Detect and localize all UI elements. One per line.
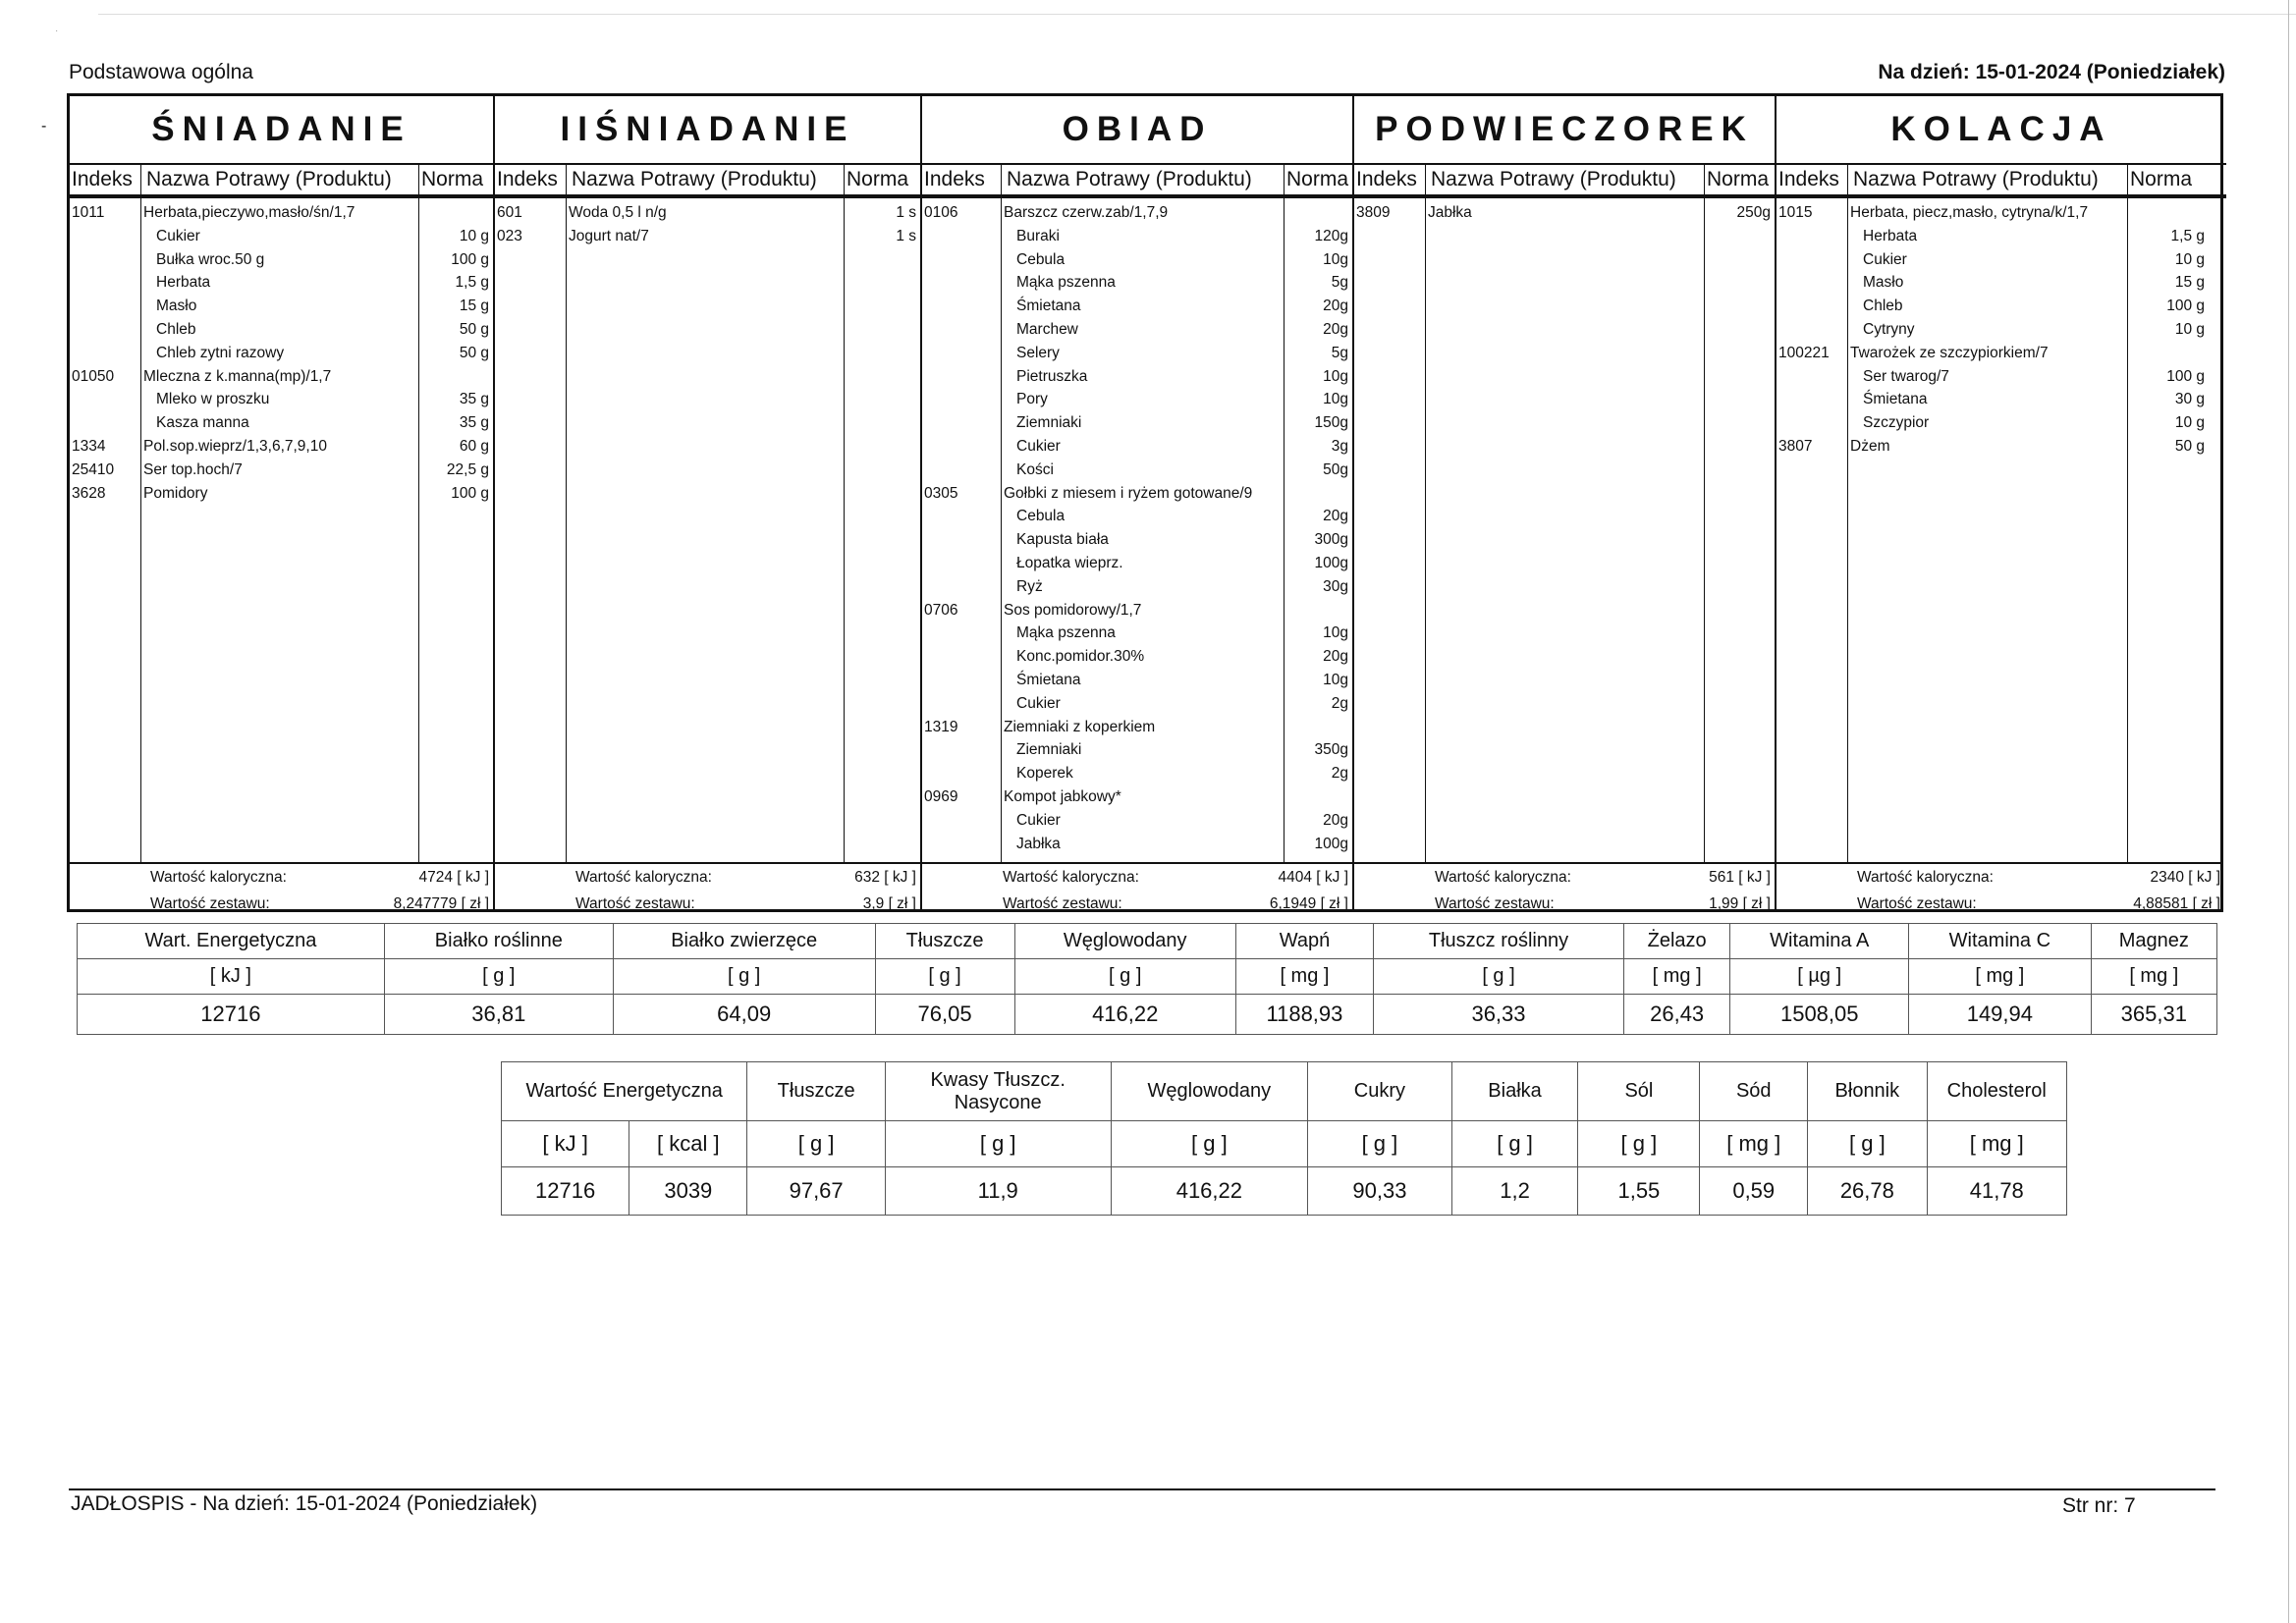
column-header-index: Indeks: [922, 163, 1001, 196]
menu-date: Na dzień: 15-01-2024 (Poniedziałek): [1878, 61, 2225, 83]
column-header-index: Indeks: [1777, 163, 1847, 196]
column-header-norma: Norma: [1704, 163, 1777, 196]
calorific-value-label: Wartość kaloryczna:: [1857, 869, 1994, 886]
nutrients1-header-cell: Żelazo: [1623, 924, 1730, 959]
row-index: 3628: [72, 484, 106, 502]
nutrients1-header-cell: Magnez: [2091, 924, 2216, 959]
ingredient-name: Chleb: [156, 321, 196, 338]
row-norma: 120g: [1314, 227, 1348, 244]
ingredient-name: Mleko w proszku: [156, 391, 270, 408]
footer-title: JADŁOSPIS - Na dzień: 15-01-2024 (Poniedziałek): [71, 1492, 538, 1515]
set-cost-label: Wartość zestawu:: [1435, 895, 1555, 912]
footer-divider: [69, 1488, 2215, 1490]
meal-section: [922, 96, 1354, 912]
row-norma: 2g: [1331, 765, 1348, 783]
column-header-divider: [70, 196, 493, 198]
nutrients1-header-cell: Węglowodany: [1014, 924, 1235, 959]
column-divider: [1425, 163, 1426, 862]
row-norma: 30 g: [2174, 391, 2205, 408]
row-norma: 10 g: [2174, 250, 2205, 268]
nutrients2-value-row: [502, 1167, 2067, 1216]
column-header-index: Indeks: [495, 163, 566, 196]
row-norma: 5g: [1331, 274, 1348, 292]
row-index: 601: [497, 204, 522, 221]
row-index: 3807: [1778, 438, 1813, 455]
meal-section: [1777, 96, 2226, 912]
ingredient-name: Buraki: [1016, 227, 1060, 244]
nutrients1-unit-cell: [ mg ]: [1909, 959, 2092, 995]
nutrients2-header-cell: Kwasy Tłuszcz. Nasycone: [885, 1062, 1111, 1121]
nutrients1-value-cell: 36,33: [1374, 995, 1624, 1035]
row-index: 0305: [924, 484, 958, 502]
row-norma: 250g: [1736, 204, 1771, 221]
nutrients2-unit-cell: [ kcal ]: [629, 1121, 747, 1167]
nutrients1-header-cell: Witamina C: [1909, 924, 2092, 959]
calorific-value-label: Wartość kaloryczna:: [1003, 869, 1139, 886]
nutrients2-unit-cell: [ g ]: [1111, 1121, 1308, 1167]
row-index: 1011: [72, 204, 105, 221]
ingredient-name: Ryż: [1016, 577, 1043, 595]
nutrients2-unit-cell: [ g ]: [1308, 1121, 1451, 1167]
column-divider: [140, 163, 141, 862]
row-index: 0706: [924, 601, 958, 619]
nutrients1-value-cell: 12716: [78, 995, 385, 1035]
nutrients1-value-cell: 1188,93: [1235, 995, 1373, 1035]
dish-name: Ser top.hoch/7: [143, 460, 243, 478]
column-header-divider: [1777, 196, 2226, 198]
nutrients1-header-cell: Wart. Energetyczna: [78, 924, 385, 959]
row-norma: 100 g: [451, 250, 489, 268]
row-index: 3809: [1356, 204, 1391, 221]
column-divider: [1001, 163, 1002, 862]
ingredient-name: Marchew: [1016, 321, 1078, 338]
row-norma: 1,5 g: [455, 274, 489, 292]
ingredient-name: Kasza manna: [156, 414, 249, 432]
meal-title: KOLACJA: [1777, 96, 2226, 165]
set-cost: 1,99 [ zł ]: [1709, 895, 1771, 912]
nutrients1-header-cell: Tłuszcz roślinny: [1374, 924, 1624, 959]
scan-edge-top: [98, 14, 2296, 15]
calorific-value-label: Wartość kaloryczna:: [150, 869, 287, 886]
nutrients1-header-cell: Białko roślinne: [384, 924, 613, 959]
row-norma: 1 s: [896, 204, 916, 221]
calorific-value: 2340 [ kJ ]: [2150, 869, 2220, 886]
row-index: 0106: [924, 204, 958, 221]
row-norma: 35 g: [459, 391, 489, 408]
dish-name: Sos pomidorowy/1,7: [1004, 601, 1142, 619]
dish-name: Woda 0,5 l n/g: [569, 204, 667, 221]
nutrients1-unit-cell: [ kJ ]: [78, 959, 385, 995]
row-norma: 20g: [1323, 811, 1348, 829]
nutrients1-unit-cell: [ mg ]: [1623, 959, 1730, 995]
nutrients1-unit-cell: [ mg ]: [2091, 959, 2216, 995]
nutrients2-header-cell: Cholesterol: [1927, 1062, 2066, 1121]
nutrients2-header-row: [502, 1062, 2067, 1121]
row-index: 1334: [72, 438, 106, 455]
ingredient-name: Herbata: [1863, 227, 1918, 244]
scan-mark-dash: -: [41, 118, 47, 135]
nutrients2-header-cell: Tłuszcze: [747, 1062, 886, 1121]
ingredient-name: Ser twarog/7: [1863, 367, 1949, 385]
nutrients1-value-cell: 64,09: [613, 995, 875, 1035]
nutrients2-value-cell: 11,9: [885, 1167, 1111, 1216]
dish-name: Pomidory: [143, 484, 208, 502]
ingredient-name: Łopatka wieprz.: [1016, 555, 1123, 571]
meal-title: ŚNIADANIE: [70, 96, 493, 165]
nutrients2-header-cell: Błonnik: [1808, 1062, 1927, 1121]
ingredient-name: Ziemniaki: [1016, 414, 1082, 432]
nutrients2-value-cell: 26,78: [1808, 1167, 1927, 1216]
ingredient-name: Cukier: [1016, 811, 1061, 829]
nutrients2-value-cell: 0,59: [1700, 1167, 1808, 1216]
page-number: Str nr: 7: [2062, 1494, 2136, 1517]
ingredient-name: Śmietana: [1016, 672, 1081, 688]
row-index: 25410: [72, 460, 115, 478]
calorific-value: 561 [ kJ ]: [1709, 869, 1771, 886]
row-norma: 1 s: [896, 227, 916, 244]
calorific-value: 4724 [ kJ ]: [418, 869, 489, 886]
calorific-value: 4404 [ kJ ]: [1278, 869, 1348, 886]
meal-section: [495, 96, 922, 912]
set-cost: 4,88581 [ zł ]: [2133, 895, 2220, 912]
ingredient-name: Cytryny: [1863, 321, 1915, 338]
column-header-norma: Norma: [418, 163, 495, 196]
ingredient-name: Masło: [156, 298, 197, 315]
dish-name: Herbata,pieczywo,masło/śn/1,7: [143, 204, 355, 221]
nutrients2-value-cell: 97,67: [747, 1167, 886, 1216]
row-norma: 15 g: [459, 298, 489, 315]
ingredient-name: Mąka pszenna: [1016, 624, 1116, 642]
dish-name: Mleczna z k.manna(mp)/1,7: [143, 367, 332, 385]
column-divider: [844, 163, 845, 862]
row-norma: 100 g: [451, 484, 489, 502]
ingredient-name: Kości: [1016, 460, 1054, 478]
nutrients2-unit-cell: [ mg ]: [1700, 1121, 1808, 1167]
nutrients2-unit-cell: [ g ]: [1808, 1121, 1927, 1167]
row-index: 100221: [1778, 344, 1830, 361]
nutrients1-unit-cell: [ g ]: [875, 959, 1014, 995]
scan-mark: ·: [55, 26, 59, 36]
row-index: 0969: [924, 788, 958, 805]
nutrients1-unit-cell: [ g ]: [1374, 959, 1624, 995]
column-header-name: Nazwa Potrawy (Produktu): [1425, 163, 1704, 196]
ingredient-name: Cukier: [156, 227, 200, 244]
nutrients1-unit-cell: [ g ]: [384, 959, 613, 995]
row-norma: 100 g: [2166, 298, 2205, 315]
set-cost-label: Wartość zestawu:: [150, 895, 270, 912]
nutrients2-value-cell: 1,2: [1451, 1167, 1578, 1216]
ingredient-name: Konc.pomidor.30%: [1016, 648, 1145, 666]
row-norma: 10 g: [2174, 414, 2205, 432]
scan-edge-right: [2288, 0, 2289, 1623]
row-norma: 100g: [1314, 835, 1348, 852]
row-norma: 2g: [1331, 694, 1348, 712]
row-norma: 10 g: [2174, 321, 2205, 338]
nutrients2-value-cell: 90,33: [1308, 1167, 1451, 1216]
nutrients1-unit-row: [78, 959, 2217, 995]
dish-name: Jabłka: [1428, 204, 1472, 221]
row-norma: 1,5 g: [2170, 227, 2205, 244]
row-index: 1015: [1778, 204, 1813, 221]
nutrients2-value-cell: 41,78: [1927, 1167, 2066, 1216]
nutrients1-header-row: [78, 924, 2217, 959]
ingredient-name: Selery: [1016, 344, 1060, 361]
row-norma: 10g: [1323, 367, 1348, 385]
dish-name: Twarożek ze szczypiorkiem/7: [1850, 344, 2049, 361]
ingredient-name: Cebula: [1016, 508, 1066, 525]
ingredient-name: Cukier: [1016, 438, 1061, 455]
nutrients2-header-cell: Sól: [1578, 1062, 1700, 1121]
calorific-value: 632 [ kJ ]: [854, 869, 916, 886]
set-cost: 3,9 [ zł ]: [862, 895, 916, 912]
row-norma: 10g: [1323, 672, 1348, 688]
set-cost-label: Wartość zestawu:: [1003, 895, 1122, 912]
ingredient-name: Cebula: [1016, 250, 1066, 268]
ingredient-name: Masło: [1863, 274, 1904, 292]
row-norma: 3g: [1331, 438, 1348, 455]
nutrients1-value-cell: 149,94: [1909, 995, 2092, 1035]
nutrients1-value-row: [78, 995, 2217, 1035]
set-cost: 8,247779 [ zł ]: [393, 895, 489, 912]
column-header-name: Nazwa Potrawy (Produktu): [140, 163, 418, 196]
row-norma: 350g: [1314, 741, 1348, 759]
nutrients2-header-cell: Sód: [1700, 1062, 1808, 1121]
row-norma: 5g: [1331, 344, 1348, 361]
ingredient-name: Chleb zytni razowy: [156, 344, 285, 361]
row-norma: 20g: [1323, 298, 1348, 315]
set-cost: 6,1949 [ zł ]: [1269, 895, 1348, 912]
dish-name: Ziemniaki z koperkiem: [1004, 718, 1156, 735]
column-header-name: Nazwa Potrawy (Produktu): [1001, 163, 1284, 196]
row-norma: 50 g: [459, 344, 489, 361]
nutrients2-unit-cell: [ kJ ]: [502, 1121, 629, 1167]
ingredient-name: Śmietana: [1016, 298, 1081, 315]
dish-name: Gołbki z miesem i ryżem gotowane/9: [1004, 484, 1253, 502]
nutrients1-unit-cell: [ µg ]: [1730, 959, 1909, 995]
column-header-index: Indeks: [70, 163, 140, 196]
nutrients2-header-cell: Węglowodany: [1111, 1062, 1308, 1121]
row-norma: 60 g: [459, 438, 489, 455]
ingredient-name: Pietruszka: [1016, 367, 1088, 385]
ingredient-name: Chleb: [1863, 298, 1903, 315]
row-norma: 30g: [1323, 577, 1348, 595]
nutrients1-unit-cell: [ g ]: [1014, 959, 1235, 995]
set-cost-label: Wartość zestawu:: [1857, 895, 1977, 912]
meal-section: [1354, 96, 1777, 912]
row-norma: 300g: [1314, 531, 1348, 549]
nutrients2-unit-cell: [ g ]: [1451, 1121, 1578, 1167]
nutrients1-unit-cell: [ mg ]: [1235, 959, 1373, 995]
row-norma: 50g: [1323, 460, 1348, 478]
nutrients1-header-cell: Białko zwierzęce: [613, 924, 875, 959]
dish-name: Kompot jabkowy*: [1004, 788, 1121, 805]
row-norma: 100 g: [2166, 367, 2205, 385]
nutrients1-header-cell: Witamina A: [1730, 924, 1909, 959]
nutrients2-value-cell: 416,22: [1111, 1167, 1308, 1216]
ingredient-name: Szczypior: [1863, 414, 1930, 432]
row-norma: 22,5 g: [446, 460, 489, 478]
nutrients2-header-cell: Cukry: [1308, 1062, 1451, 1121]
row-index: 023: [497, 227, 522, 244]
nutrients2-unit-cell: [ g ]: [1578, 1121, 1700, 1167]
ingredient-name: Kapusta biała: [1016, 531, 1109, 549]
ingredient-name: Jabłka: [1016, 835, 1061, 852]
ingredient-name: Cukier: [1863, 250, 1907, 268]
diet-type: Podstawowa ogólna: [69, 61, 253, 83]
nutrients2-unit-row: [502, 1121, 2067, 1167]
column-header-index: Indeks: [1354, 163, 1425, 196]
dish-name: Pol.sop.wieprz/1,3,6,7,9,10: [143, 438, 327, 455]
nutrients2-value-cell: 12716: [502, 1167, 629, 1216]
nutrients1-header-cell: Wapń: [1235, 924, 1373, 959]
meal-table: [67, 93, 2223, 912]
column-header-norma: Norma: [2127, 163, 2226, 196]
row-norma: 20g: [1323, 648, 1348, 666]
column-header-name: Nazwa Potrawy (Produktu): [566, 163, 844, 196]
row-norma: 15 g: [2174, 274, 2205, 292]
set-cost-label: Wartość zestawu:: [575, 895, 695, 912]
nutrients2-unit-cell: [ g ]: [885, 1121, 1111, 1167]
ingredient-name: Bułka wroc.50 g: [156, 250, 265, 268]
calorific-value-label: Wartość kaloryczna:: [575, 869, 712, 886]
nutrients1-value-cell: 1508,05: [1730, 995, 1909, 1035]
meal-title: PODWIECZOREK: [1354, 96, 1775, 165]
column-header-norma: Norma: [844, 163, 922, 196]
nutrients1-value-cell: 416,22: [1014, 995, 1235, 1035]
nutrients1-value-cell: 26,43: [1623, 995, 1730, 1035]
ingredient-name: Mąka pszenna: [1016, 274, 1116, 292]
row-norma: 20g: [1323, 508, 1348, 525]
dish-name: Barszcz czerw.zab/1,7,9: [1004, 204, 1169, 221]
nutrients-table-1: [77, 923, 2217, 1035]
row-norma: 10g: [1323, 391, 1348, 408]
row-norma: 50 g: [2174, 438, 2205, 455]
row-index: 01050: [72, 367, 115, 385]
nutrients2-unit-cell: [ g ]: [747, 1121, 886, 1167]
calorific-value-label: Wartość kaloryczna:: [1435, 869, 1571, 886]
ingredient-name: Koperek: [1016, 765, 1073, 783]
ingredient-name: Pory: [1016, 391, 1048, 408]
column-divider: [1847, 163, 1848, 862]
row-index: 1319: [924, 718, 958, 735]
column-header-divider: [922, 196, 1352, 198]
column-divider: [1704, 163, 1705, 862]
row-norma: 10g: [1323, 250, 1348, 268]
nutrients1-value-cell: 76,05: [875, 995, 1014, 1035]
nutrients1-unit-cell: [ g ]: [613, 959, 875, 995]
row-norma: 150g: [1314, 414, 1348, 432]
meal-title: IIŚNIADANIE: [495, 96, 920, 165]
nutrients2-unit-cell: [ mg ]: [1927, 1121, 2066, 1167]
column-divider: [566, 163, 567, 862]
nutrients2-header-cell: Wartość Energetyczna: [502, 1062, 747, 1121]
row-norma: 100g: [1314, 555, 1348, 571]
nutrients2-value-cell: 1,55: [1578, 1167, 1700, 1216]
dish-name: Jogurt nat/7: [569, 227, 649, 244]
meal-section: [70, 96, 495, 912]
ingredient-name: Ziemniaki: [1016, 741, 1082, 759]
nutrients1-value-cell: 365,31: [2091, 995, 2216, 1035]
dish-name: Dżem: [1850, 438, 1890, 455]
nutrients1-value-cell: 36,81: [384, 995, 613, 1035]
row-norma: 50 g: [459, 321, 489, 338]
row-norma: 10g: [1323, 624, 1348, 642]
column-header-name: Nazwa Potrawy (Produktu): [1847, 163, 2127, 196]
meal-title: OBIAD: [922, 96, 1352, 165]
nutrients2-header-cell: Białka: [1451, 1062, 1578, 1121]
row-norma: 20g: [1323, 321, 1348, 338]
nutrients1-header-cell: Tłuszcze: [875, 924, 1014, 959]
column-header-norma: Norma: [1284, 163, 1354, 196]
ingredient-name: Herbata: [156, 274, 211, 292]
column-header-divider: [495, 196, 920, 198]
ingredient-name: Cukier: [1016, 694, 1061, 712]
nutrients2-value-cell: 3039: [629, 1167, 747, 1216]
nutrients-table-2: [501, 1061, 2067, 1216]
dish-name: Herbata, piecz,masło, cytryna/k/1,7: [1850, 204, 2089, 221]
row-norma: 35 g: [459, 414, 489, 432]
row-norma: 10 g: [459, 227, 489, 244]
ingredient-name: Śmietana: [1863, 391, 1928, 408]
column-header-divider: [1354, 196, 1775, 198]
